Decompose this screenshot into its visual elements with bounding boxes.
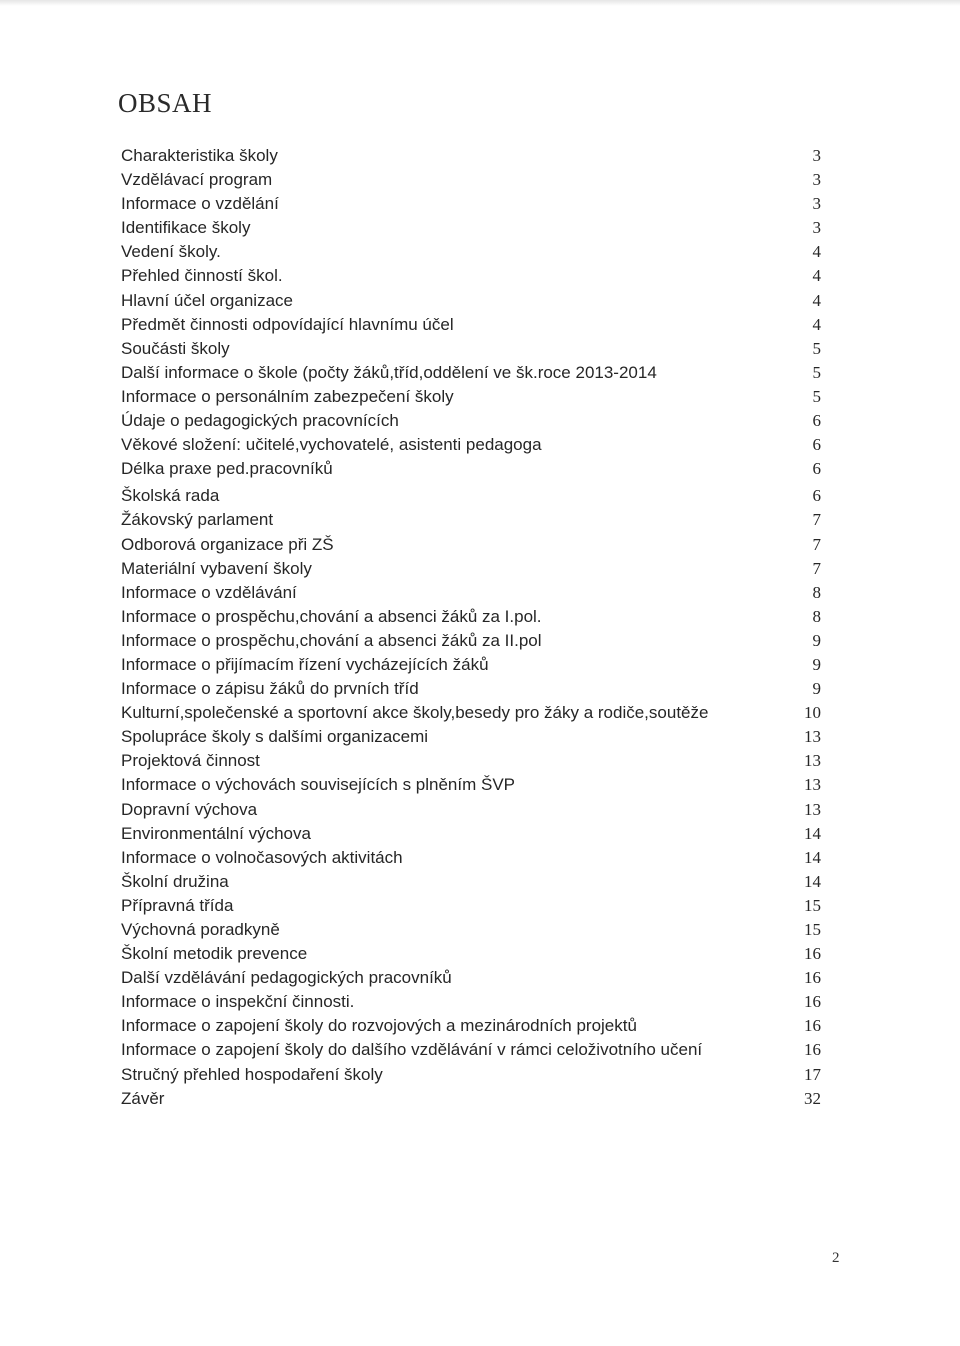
- toc-entry[interactable]: [121, 942, 821, 966]
- toc-entry[interactable]: [121, 557, 821, 581]
- toc-entry[interactable]: [121, 990, 821, 1014]
- toc-entry-label: Údaje o pedagogických pracovnících: [121, 411, 399, 431]
- toc-entry-page: 7: [812, 534, 821, 554]
- toc-entry-label: Školní metodik prevence: [121, 944, 308, 964]
- toc-entry-page: 16: [804, 1040, 821, 1060]
- toc-entry-label: Součásti školy: [121, 338, 230, 358]
- toc-entry-page: 8: [812, 606, 821, 626]
- toc-entry-label: Vzdělávací program: [121, 170, 273, 190]
- toc-entry[interactable]: [121, 822, 821, 846]
- toc-entry[interactable]: [121, 216, 821, 240]
- toc-entry-label: Kulturní,společenské a sportovní akce školy,besedy pro žáky a rodiče,soutěže: [121, 703, 709, 723]
- toc-entry[interactable]: [121, 1014, 821, 1038]
- toc-entry[interactable]: [121, 725, 821, 749]
- toc-entry-label: Identifikace školy: [121, 218, 251, 238]
- toc-entry-page: 6: [812, 486, 821, 506]
- toc-entry-page: 4: [812, 314, 821, 334]
- toc-entry[interactable]: [121, 870, 821, 894]
- toc-entry-page: 7: [812, 510, 821, 530]
- toc-entry-page: 9: [812, 679, 821, 699]
- toc-entry-page: 13: [804, 775, 821, 795]
- toc-entry[interactable]: [121, 361, 821, 385]
- toc-entry-label: Přípravná třída: [121, 895, 234, 915]
- toc-entry[interactable]: [121, 846, 821, 870]
- toc-entry[interactable]: [121, 1063, 821, 1087]
- toc-entry-page: 4: [812, 266, 821, 286]
- toc-entry[interactable]: [121, 966, 821, 990]
- toc-entry-label: Informace o inspekční činnosti.: [121, 992, 355, 1012]
- toc-entry-label: Charakteristika školy: [121, 146, 278, 165]
- toc-entry-page: 8: [812, 582, 821, 602]
- toc-entry-page: 16: [804, 968, 821, 988]
- toc-entry-page: 3: [812, 170, 821, 190]
- toc-entry[interactable]: [121, 1087, 821, 1111]
- toc-entry-label: Informace o prospěchu,chování a absenci žáků za II.pol: [121, 630, 542, 650]
- toc-entry[interactable]: [121, 433, 821, 457]
- toc-entry-label: Žákovský parlament: [121, 510, 274, 530]
- toc-entry-page: 14: [804, 823, 821, 843]
- toc-entry-label: Spolupráce školy s dalšími organizacemi: [121, 727, 429, 747]
- toc-entry-page: 10: [804, 703, 821, 723]
- toc-entry-page: 3: [812, 218, 821, 238]
- toc-entry-label: Školní družina: [121, 871, 229, 891]
- toc-entry-page: 13: [804, 751, 821, 771]
- toc-entry[interactable]: [121, 798, 821, 822]
- toc-entry-label: Dopravní výchova: [121, 799, 258, 819]
- toc-entry-page: 9: [812, 654, 821, 674]
- toc-entry[interactable]: [121, 240, 821, 264]
- toc-entry-page: 4: [812, 242, 821, 262]
- toc-entry-page: 3: [812, 194, 821, 214]
- toc-entry[interactable]: [121, 894, 821, 918]
- toc-entry-page: 32: [804, 1088, 821, 1108]
- toc-entry[interactable]: [121, 385, 821, 409]
- toc-entry[interactable]: [121, 409, 821, 433]
- toc-entry[interactable]: [121, 508, 821, 532]
- toc-entry[interactable]: [121, 337, 821, 361]
- toc-entry-label: Informace o zapojení školy do rozvojových a mezinárodních projektů: [121, 1016, 637, 1036]
- toc-entry-label: Informace o personálním zabezpečení školy: [121, 386, 454, 406]
- toc-entry-page: 13: [804, 727, 821, 747]
- toc-entry-label: Informace o prospěchu,chování a absenci žáků za I.pol.: [121, 606, 542, 626]
- toc-entry-page: 15: [804, 895, 821, 915]
- toc-entry-label: Vedení školy.: [121, 242, 221, 262]
- toc-entry-page: 14: [804, 847, 821, 867]
- toc-entry-label: Informace o volnočasových aktivitách: [121, 847, 403, 867]
- toc-entry-label: Výchovná poradkyně: [121, 920, 280, 939]
- toc-entry[interactable]: [121, 749, 821, 773]
- toc-entry[interactable]: [121, 313, 821, 337]
- table-of-contents: [121, 144, 821, 1111]
- toc-entry-label: Informace o výchovách souvisejících s plněním ŠVP: [121, 775, 516, 795]
- toc-entry-label: Přehled činností škol.: [121, 266, 283, 286]
- toc-entry-page: 4: [812, 290, 821, 310]
- toc-entry-label: Informace o vzdělání: [121, 194, 279, 214]
- toc-entry-label: Odborová organizace při ZŠ: [121, 534, 334, 554]
- toc-entry-label: Projektová činnost: [121, 751, 260, 771]
- toc-entry-label: Školská rada: [121, 486, 220, 506]
- toc-entry-page: 16: [804, 944, 821, 964]
- toc-entry-label: Informace o přijímacím řízení vycházejících žáků: [121, 654, 489, 674]
- toc-entry[interactable]: [121, 653, 821, 677]
- toc-entry-label: Stručný přehled hospodaření školy: [121, 1064, 383, 1084]
- toc-entry-label: Informace o vzdělávání: [121, 582, 297, 602]
- toc-entry[interactable]: [121, 918, 821, 942]
- toc-entry-label: Další informace o škole (počty žáků,tříd,oddělení ve šk.roce 2013-2014: [121, 362, 657, 382]
- page-title: OBSAH: [118, 88, 213, 118]
- toc-entry-page: 6: [812, 435, 821, 455]
- toc-entry-page: 15: [804, 920, 821, 939]
- toc-entry-page: 6: [812, 411, 821, 431]
- toc-entry-page: 6: [812, 459, 821, 479]
- toc-entry-label: Věkové složení: učitelé,vychovatelé, asistenti pedagoga: [121, 435, 542, 455]
- toc-entry[interactable]: [121, 581, 821, 605]
- toc-entry-page: 14: [804, 871, 821, 891]
- toc-entry-label: Předmět činnosti odpovídající hlavnímu účel: [121, 314, 454, 334]
- toc-entry[interactable]: [121, 168, 821, 192]
- toc-entry[interactable]: [121, 144, 821, 168]
- toc-entry-page: 3: [812, 146, 821, 165]
- toc-entry[interactable]: [121, 773, 821, 797]
- toc-entry[interactable]: [121, 457, 821, 481]
- toc-entry-page: 16: [804, 1016, 821, 1036]
- scan-edge: [0, 0, 960, 6]
- toc-entry[interactable]: [121, 605, 821, 629]
- page-number: 2: [832, 1250, 840, 1266]
- toc-entry-label: Materiální vybavení školy: [121, 558, 312, 578]
- toc-entry-page: 16: [804, 992, 821, 1012]
- toc-entry-label: Další vzdělávání pedagogických pracovníků: [121, 968, 452, 988]
- toc-entry[interactable]: [121, 484, 821, 508]
- toc-entry-page: 7: [812, 558, 821, 578]
- toc-entry[interactable]: [121, 701, 821, 725]
- toc-entry[interactable]: [121, 1038, 821, 1062]
- toc-entry[interactable]: [121, 192, 821, 216]
- toc-entry-label: Závěr: [121, 1088, 165, 1108]
- toc-entry[interactable]: [121, 629, 821, 653]
- toc-entry-page: 9: [812, 630, 821, 650]
- toc-entry[interactable]: [121, 677, 821, 701]
- toc-entry-page: 5: [812, 386, 821, 406]
- toc-entry-page: 5: [812, 362, 821, 382]
- toc-entry[interactable]: [121, 264, 821, 288]
- toc-entry-label: Délka praxe ped.pracovníků: [121, 459, 333, 479]
- toc-entry[interactable]: [121, 533, 821, 557]
- toc-entry-label: Hlavní účel organizace: [121, 290, 293, 310]
- toc-entry-label: Informace o zápisu žáků do prvních tříd: [121, 679, 419, 699]
- toc-entry-page: 13: [804, 799, 821, 819]
- toc-entry-label: Environmentální výchova: [121, 823, 311, 843]
- toc-entry[interactable]: [121, 289, 821, 313]
- toc-entry-page: 17: [804, 1064, 821, 1084]
- toc-entry-page: 5: [812, 338, 821, 358]
- toc-entry-label: Informace o zapojení školy do dalšího vzdělávání v rámci celoživotního učení: [121, 1040, 703, 1060]
